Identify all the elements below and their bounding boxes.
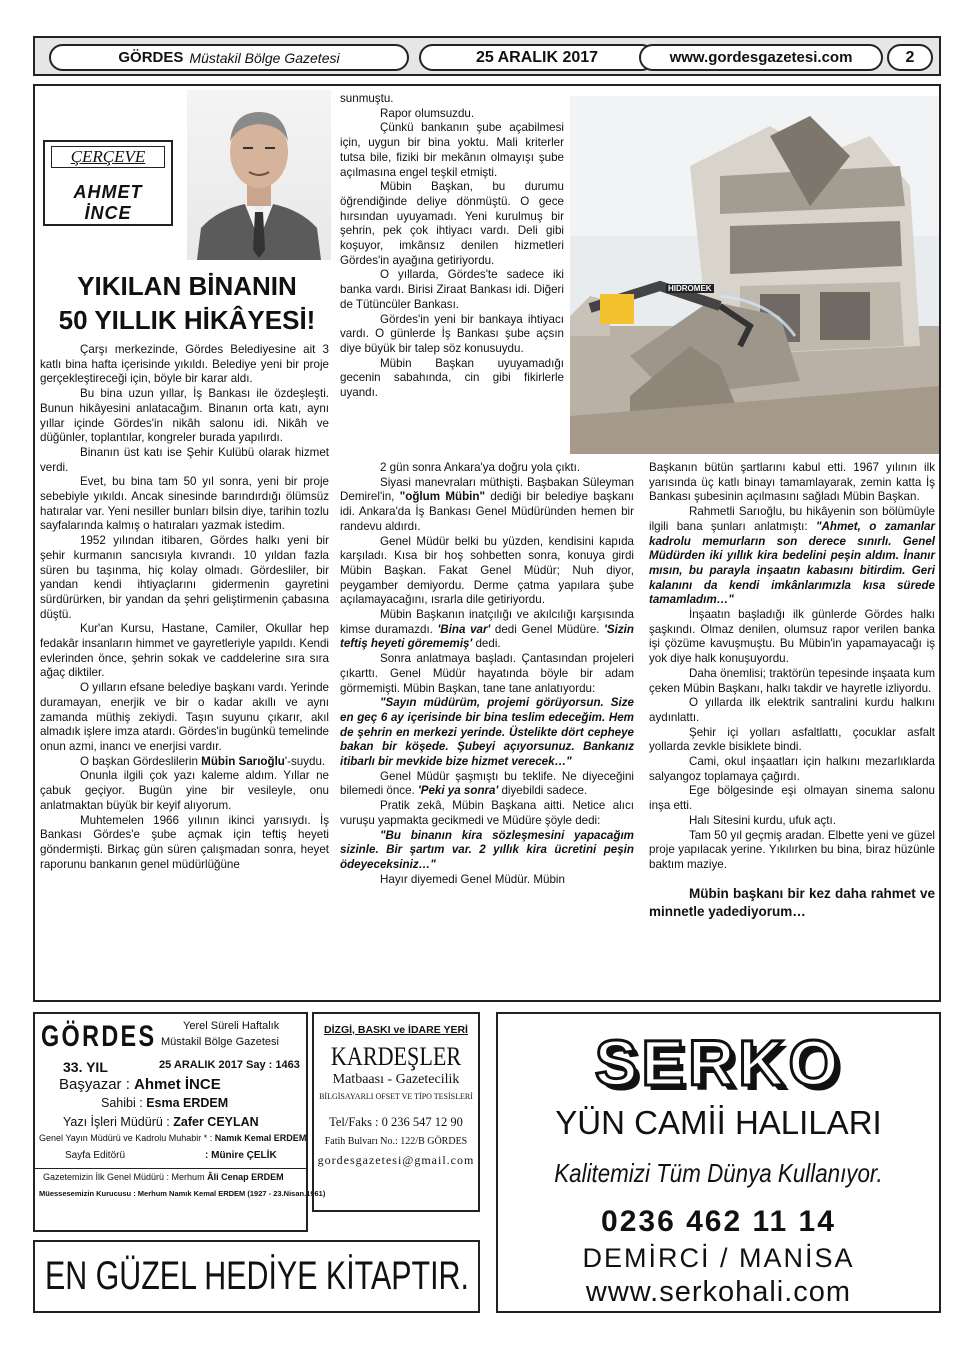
quote-paragraph: "Sayın müdürüm, projemi görüyorsun. Size en geç 6 ay içerisinde bir bina teslim edeceğim. Hem de şehrin en merkezi yerinde. Üstelikte dört cepheye bakan bir köşede. Şubeyi açıyorsunuz. Bankanız itibarlı bir mevkide bize hizmet verecek…" [340,696,634,769]
label: Sayfa Editörü [65,1150,126,1161]
text-run: dedi Genel Müdüre. [490,622,605,636]
paragraph: İnşaatın başladığı ilk günlerde Gördes halkı şaşkındı. Olmaz denilen, olumsuz rapor verilen banka işi çözüme kavuşmuştu. Bu Mübin'in yapamayacağı iş yok diye halk konuşuyordu. [649,608,935,666]
value: Zafer CEYLAN [173,1115,259,1129]
paragraph: Ege bölgesinde eşi olmayan sinema salonu inşa etti. [649,784,935,813]
masthead-chief [59,1076,221,1093]
text-run: '-suydu. [284,754,326,768]
issue-date: 25 ARALIK 2017 [475,48,599,66]
page-header [33,36,941,76]
paragraph [40,755,329,770]
printer-address: Fatih Bulvarı No.: 122/B GÖRDES [324,1136,468,1147]
ad-city: DEMİRCİ / MANİSA [582,1243,855,1273]
masthead-box [33,1012,326,1232]
quote-oglum-mubin: "oğlum Mübin" [399,490,485,504]
text-run: diyebildi sadece. [498,784,588,798]
masthead-issue: 25 ARALIK 2017 Say : 1463 [159,1059,300,1071]
masthead-year: 33. YIL [63,1059,108,1075]
masthead-pill [49,44,409,71]
text-run: Siyasi manevraları müthişti. Başbakan Süleyman Demirel'in, [340,475,634,504]
author-photo [187,90,331,260]
printer-facilities: BİLGİSAYARLI OFSET VE TİPO TESİSLERİ [319,1092,473,1101]
author-last-name: İNCE [84,203,132,223]
paragraph: Bu bina uzun yıllar, İş Bankası ile özdeşleşti. Bunun hikâyesini anlatacağım. Binanın orta katı, aynı yıllar içinde Gördes'in nikâh salonu idi. Nikâh ve düğünler, toplantılar, kongreler burada yapılırdı. [40,387,329,445]
paragraph: Çarşı merkezinde, Gördes Belediyesine ait 3 katlı bina hafta içerisinde yıkıldı. Belediye yeni bir proje gerçekleştireceği için, böyle bir karar aldı. [40,343,329,386]
text-run: Rahmetli Sarıoğlu, bu hikâyenin son bölümüyle ilgili bana şunları anlatmıştı: [649,505,935,533]
value: : Münire ÇELİK [205,1150,277,1161]
article-column-3 [649,461,935,921]
paragraph [649,505,935,608]
column-name: ÇERÇEVE [51,146,165,168]
excavator-brand-sign: HIDROMEK [668,284,712,293]
article-title [42,270,332,338]
paragraph: Tam 50 yıl geçmiş aradan. Elbette yeni ve güzel proje yapılacak yerine. Yıkılırken bu bina, biraz hüzünle baktım maziye. [649,828,935,871]
text-run: O başkan Gördeslilerin [80,754,202,768]
label: Yazı İşleri Müdürü : [63,1115,170,1129]
masthead-editor [63,1115,259,1129]
website-link[interactable]: www.gordesgazetesi.com [669,49,853,66]
quote-bina-var: 'Bina var' [437,622,491,636]
paragraph: Daha önemlisi; traktörün tepesinde inşaata kum çeken Mübin Başkanı, halkı takdir ve hayretle izliyordu. [649,666,935,695]
paragraph [340,476,634,535]
column-badge [43,140,173,226]
text-run: Genel Müdür şaşmıştı bu teklife. Ne diyeceğini bilemedi önce. [340,769,634,798]
paragraph: Halı Sitesini kurdu, ufuk açtı. [689,813,836,827]
paragraph [340,608,634,652]
ad-phone: 0236 462 11 14 [601,1205,836,1238]
masthead-first-gm [43,1172,284,1182]
paragraph: Genel Müdür belki bu yüzden, kendisini kapıda karşıladı. Kısa bir hoş sohbetten sonra, konuya girdi Mübin Başkan. Fakat Genel Müdür; Nuh diyor, peygamber demiyordu. Derme çatma yapılara şube açılamayacağını, ısrarla dile getiriyordu. [340,534,634,607]
article-column-2-top [340,92,564,401]
paragraph: Şehir içi yolları asfaltlattı, çocuklar asfalt yollarda zevkle bisiklete bindi. [649,725,935,754]
masthead-founder: Müessesemizin Kurucusu : Merhum Namık Kemal ERDEM (1927 - 23.Nisan.1961) [39,1189,326,1198]
paragraph: O yıllarda ilk elektrik santralini kurdu halkını aydınlattı. [649,696,935,724]
ad-website[interactable]: www.serkohali.com [585,1276,852,1308]
page-number-pill [887,44,933,71]
value: Ahmet İNCE [134,1076,221,1093]
paragraph: Pratik zekâ, Mübin Başkana aitti. Netice alıcı vuruşu yapmakta gecikmedi ve Müdüre şöyle dedi: [340,799,634,827]
page-number: 2 [905,48,915,66]
brand-name: GÖRDES [118,49,184,66]
demolition-photo [570,96,939,454]
quote-teftis: 'Sizin teftiş heyeti görememiş' [340,622,634,651]
masthead-divider [35,1168,306,1169]
serko-advertisement [496,1012,941,1313]
printer-name: KARDEŞLER [330,1042,462,1071]
value: Namık Kemal ERDEM [214,1133,307,1143]
text-run: dediği bir belediye başkanı idi. Ankara'da İş Bankası Genel Müdüründen hemen bir randevu aldırdı. [340,490,634,533]
label: Genel Yayın Müdürü ve Kadrolu Muhabir * : [39,1133,213,1143]
paragraph: Mübin Başkan, bu durumu öğrendiğinde deliye dönmüştü. O gece hırsından uyuyamadı. Yeni kurulmuş bir şehrin, pek çok ihtiyacı vardı. Deli gibi koşuyor, imkânsız denilen hizmetleri Gördes'in ayağına getiriyordu. [340,180,564,267]
author-first-name: AHMET [73,182,143,202]
paragraph: Gördes'in yeni bir bankaya ihtiyacı vardı. O günlerde İş Bankası şube açsın diye büyük bir talep söz konusuydu. [340,312,564,355]
text-run: Mübin Başkanın inatçılığı ve akılcılığı karşısında kimse duramazdı. [340,608,634,636]
paragraph: Mübin Başkan uyuyamadığı gecenin sabahında, cin gibi fikirlerle uyandı. [340,356,564,400]
article-column-2-bottom [340,461,634,887]
paragraph: Sonra anlatmaya başladı. Çantasından projeleri çıkarttı. Genel Müdür hayatında böyle bir adam görmemişti. Mübin Başkan, tane tane anlatıyordu: [340,652,634,695]
paragraph: Hayır diyemedi Genel Müdür. Mübin [380,872,565,886]
quote-paragraph: "Bu binanın kira sözleşmesini yapacağım sizinle. Bir şartım var. 2 yıllık kira ücretini peşin ödeyeceksiniz…" [340,828,634,871]
value: Esma ERDEM [146,1096,229,1110]
paragraph: 1952 yılından itibaren, Gördes halkı yeni bir şehir kurmanın sancısıyla kıvrandı. 10 yıldan fazla süren bu taşınma, hiç kolay olmadı. Gördesliler, bir yandan kendi ihtiyaçlarını gidermenin gayretini sürdürürken, bir yandan da şehri geliştirmenin çabasına düştü. [40,534,329,621]
masthead-tag-2: Müstakil Bölge Gazetesi [161,1036,279,1048]
masthead-owner [101,1096,228,1110]
paragraph: Muhtemelen 1966 yılının ikinci yarısıydı. İş Bankası Gördes'e şube açmak için teftiş heyeti göndermişti. Birkaç gün süren çalışmadan sonra, heyet raporunu bankanın genel müdürlüğüne [40,813,329,871]
paragraph [340,770,634,799]
paragraph: O yılların efsane belediye başkanı vardı. Yerinde duramayan, enerjik ve bir o kadar akıllı ve aynı zamanda müthiş zekiydi. Taşın suyunu çıkarır, akıl almadık işlere imza atardı. Gördes'in bugünkü temelinde onun azmi, inancı ve enerjisi vardır. [40,681,329,753]
masthead-name: GÖRDES [41,1020,157,1053]
quote-peki: 'Peki ya sonra' [417,784,499,798]
paragraph: Başkanın bütün şartlarını kabul etti. 1967 yılının ilk yarısında üç katlı binayı tamamlayarak, zemin katta İş Bankası şubesinin açılmasını sağladı Mübin Başkan. [649,461,935,504]
paragraph: 2 gün sonra Ankara'ya doğru yola çıktı. [380,461,581,474]
label: Gazetemizin İlk Genel Müdürü : Merhum [43,1172,205,1182]
paragraph: Cami, okul inşaatları için halkını mezarlıklarda salyangoz toplamaya çağırdı. [649,755,935,783]
article-column-1 [40,343,329,872]
label: Sahibi : [101,1096,143,1110]
gift-banner [33,1240,480,1313]
printer-sub: Matbaası - Gazetecilik [332,1072,460,1087]
label: Başyazar : [59,1076,130,1093]
printer-phone: Tel/Faks : 0 236 547 12 90 [329,1115,463,1129]
paragraph: Kur'an Kursu, Hastane, Camiler, Okullar hep fedakâr insanların himmet ve gayretleriyle yapıldı. Kendi evlerinden önce, şehrin sokak ve caddelerine sıra sıra ağaç diktiler. [40,622,329,680]
paragraph: Evet, bu bina tam 50 yıl sonra, yeni bir proje sebebiyle yıkıldı. Ancak sinesinde barındırdığı ölümsüz hatıralar var. Yeni nesiller bunları bilsin diye, tarihin tozlu sayfalarında kalmış o hatıraları yazmak istedim. [40,475,329,533]
website-pill[interactable] [639,44,883,71]
paragraph: sunmuştu. [340,92,394,105]
brand-subtitle: Müstakil Bölge Gazetesi [189,49,340,66]
masthead-page-editor [65,1150,305,1161]
paragraph: Rapor olumsuzdu. [380,106,475,120]
title-line-2: 50 YILLIK HİKÂYESİ! [58,305,316,335]
value: Âli Cenap ERDEM [207,1172,284,1182]
ad-slogan: Kalitemizi Tüm Dünya Kullanıyor. [554,1158,883,1188]
mayor-quote: "Ahmet, o zamanlar kadrolu memurların son derece sınırlı. Genel Müdürden iki yıllık kira bedelini peşin aldım. İnanır mısın, bu parayla inşaatın kabasını bitirdim. Geri kalanını da kendi imkânlarımızla kısa sürede tamamladım…" [649,519,935,607]
ad-products: YÜN CAMİİ HALILARI [555,1104,882,1141]
paragraph: Binanın üst katı ise Şehir Kulübü olarak hizmet verdi. [40,445,329,474]
closing-line: Mübin başkanı bir kez daha rahmet ve minnetle yadediyorum… [649,885,935,919]
masthead-gm [39,1133,306,1143]
text-run: dedi. [472,637,501,651]
printer-title: DİZGİ, BASKI ve İDARE YERİ [324,1024,468,1036]
printer-email[interactable]: gordesgazetesi@gmail.com [317,1153,475,1167]
printer-box [312,1012,480,1212]
gift-text: EN GÜZEL HEDİYE KİTAPTIR. [44,1254,469,1298]
title-line-1: YIKILAN BİNANIN [77,271,297,301]
paragraph: Onunla ilgili çok yazı kaleme aldım. Yıllar ne çabuk geçiyor. Bugün yine bir vesileyle, onu anlatmaktan büyük bir keyif alıyorum. [40,769,329,812]
masthead-tag-1: Yerel Süreli Haftalık [183,1020,280,1032]
ad-brand: SERKO [594,1027,843,1099]
paragraph: O yıllarda, Gördes'te sadece iki banka vardı. Birisi Ziraat Bankası idi. Diğeri de Tütüncüler Bankası. [340,268,564,311]
date-pill [419,44,655,71]
paragraph: Çünkü bankanın şube açabilmesi için, uygun bir bina yoktu. Mali kriterler tutsa bile, fiziki bir mekânın olmayışı şube açılmasına engel teşkil etmişti. [340,121,564,179]
mayor-name: Mübin Sarıoğlu [201,754,285,768]
